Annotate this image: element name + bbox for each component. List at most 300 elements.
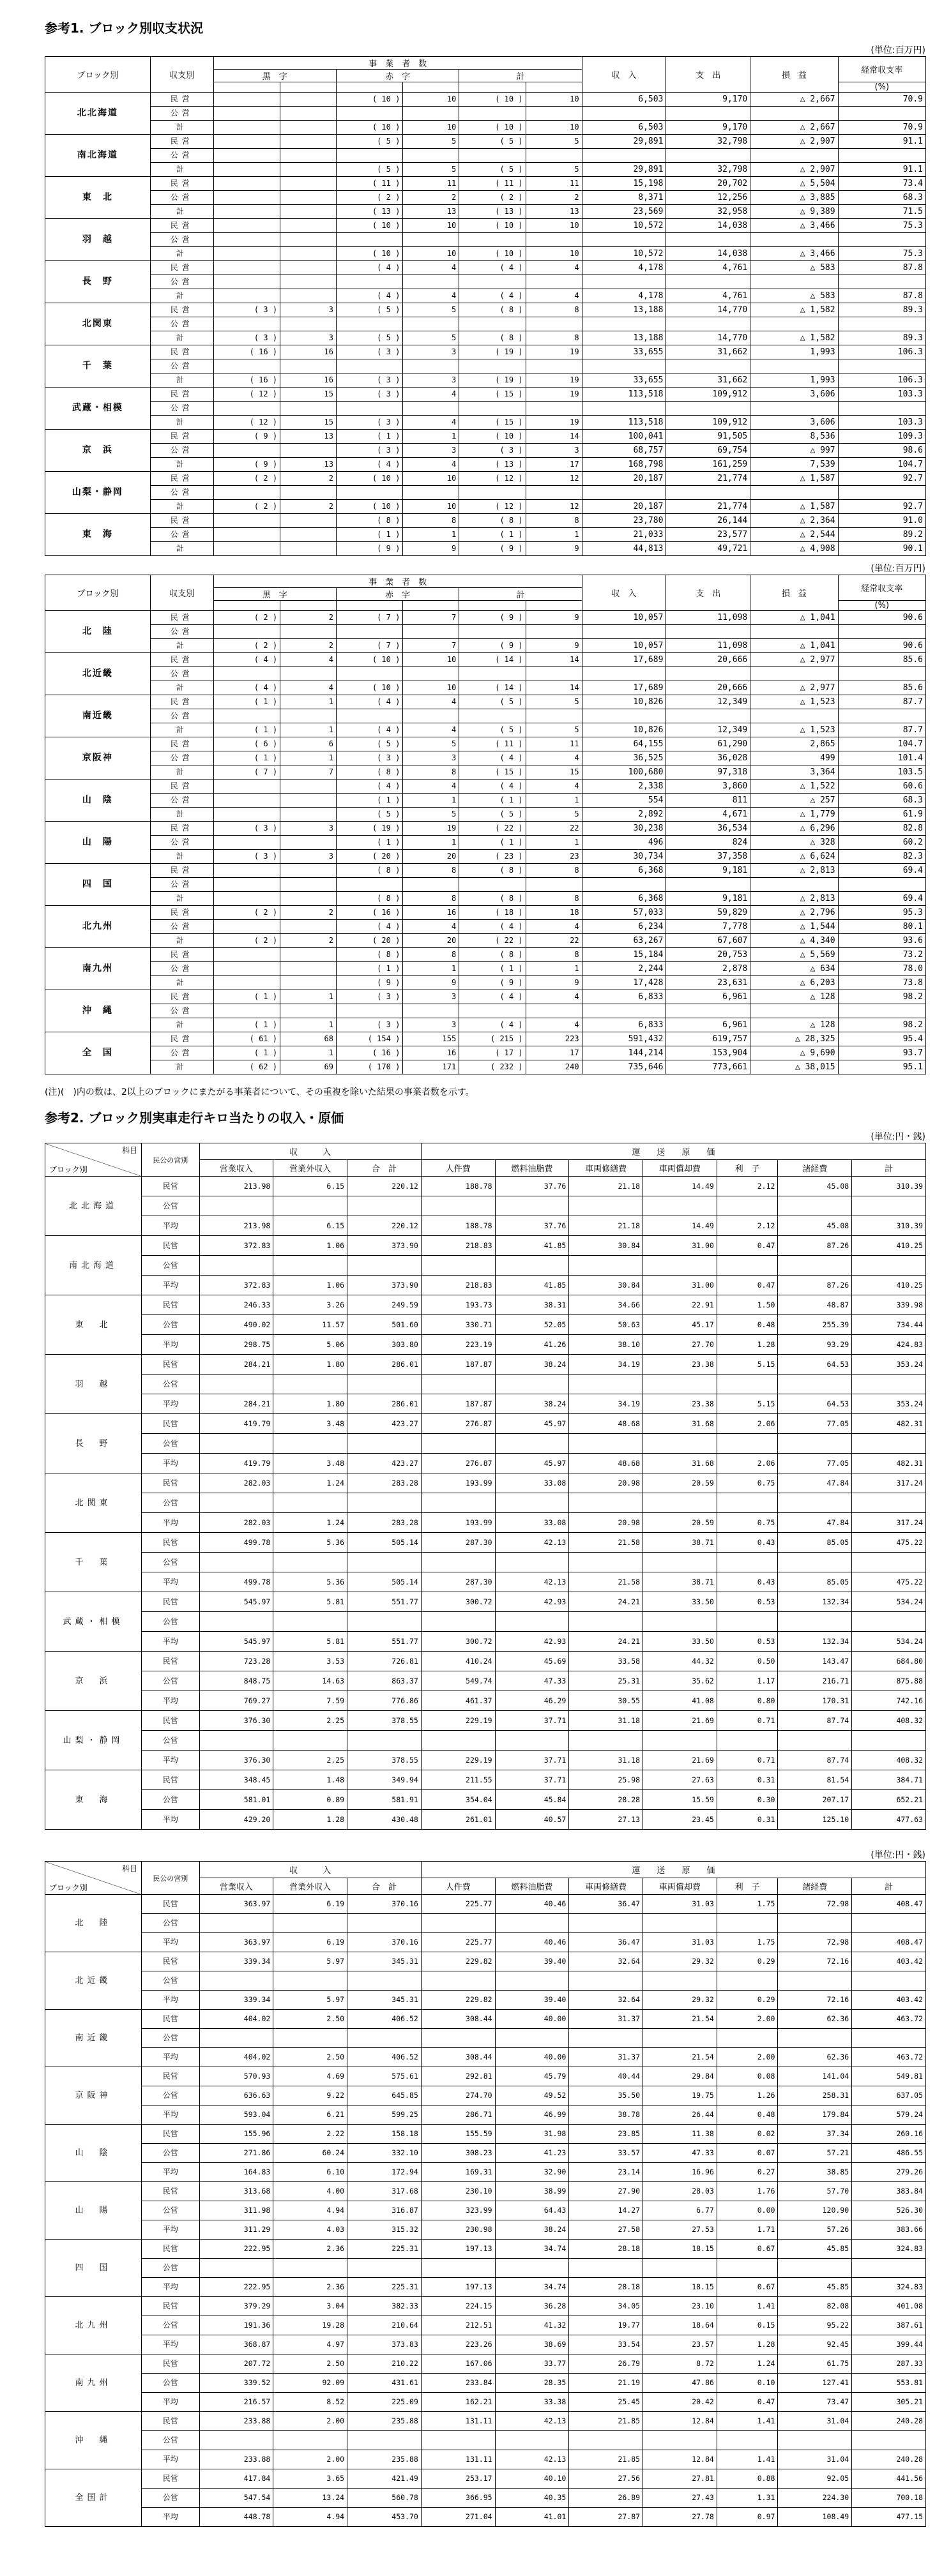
data-cell: 73.47: [778, 2393, 852, 2412]
data-cell: [569, 1971, 643, 1991]
data-cell: [280, 107, 337, 121]
data-cell: △ 3,466: [750, 247, 838, 261]
data-cell: 12.84: [643, 2412, 717, 2431]
data-cell: [582, 402, 666, 416]
data-cell: 5.81: [273, 1632, 347, 1652]
row-kind: 公営: [150, 359, 213, 373]
data-cell: ( 11 ): [336, 177, 402, 191]
row-kind: 民営: [150, 948, 213, 962]
data-cell: ( 5 ): [336, 303, 402, 317]
data-cell: 78.0: [838, 962, 925, 976]
data-cell: 49.52: [495, 2086, 569, 2105]
data-cell: 1,993: [750, 373, 838, 388]
data-cell: 33,655: [582, 345, 666, 359]
data-cell: 45.85: [778, 2278, 852, 2297]
data-cell: 155.59: [421, 2125, 495, 2144]
data-cell: ( 15 ): [459, 388, 526, 402]
table-row: [45, 948, 926, 962]
data-cell: 2: [280, 611, 337, 625]
data-cell: 11.38: [643, 2125, 717, 2144]
data-cell: 9,170: [666, 121, 750, 135]
data-cell: 87.26: [778, 1236, 852, 1256]
data-cell: 0.15: [717, 2316, 778, 2335]
row-kind: 民営: [141, 1414, 199, 1434]
data-cell: 5: [403, 135, 459, 149]
data-cell: [569, 2029, 643, 2048]
data-cell: 23,569: [582, 205, 666, 219]
data-cell: [336, 317, 402, 331]
data-cell: 21.54: [643, 2048, 717, 2067]
data-cell: 4: [403, 920, 459, 934]
data-cell: 13.24: [273, 2489, 347, 2508]
block-name: 山 陰: [45, 2125, 142, 2182]
data-cell: 47.84: [778, 1473, 852, 1493]
data-cell: ( 170 ): [336, 1060, 402, 1074]
data-cell: 5: [526, 723, 582, 737]
block-name: 京 浜: [45, 430, 151, 472]
data-cell: 410.24: [421, 1652, 495, 1671]
data-cell: 42.13: [495, 1572, 569, 1592]
data-cell: 3: [280, 303, 337, 317]
data-cell: 21.18: [569, 1216, 643, 1236]
data-cell: 34.74: [495, 2240, 569, 2259]
data-cell: 197.13: [421, 2240, 495, 2259]
table-row: [45, 345, 926, 359]
data-cell: [838, 402, 925, 416]
data-cell: [750, 709, 838, 723]
data-cell: 68,757: [582, 444, 666, 458]
data-cell: 6.19: [273, 1933, 347, 1952]
data-cell: 637.05: [852, 2086, 926, 2105]
data-cell: 10: [526, 219, 582, 233]
data-cell: △ 2,796: [750, 906, 838, 920]
row-kind: 公営: [141, 1971, 199, 1991]
table-row: [45, 2450, 926, 2469]
table-row: [45, 2469, 926, 2489]
data-cell: 1.76: [717, 2182, 778, 2201]
data-cell: 28.03: [643, 2182, 717, 2201]
data-cell: 188.78: [421, 1216, 495, 1236]
data-cell: [717, 1196, 778, 1216]
data-cell: [280, 261, 337, 275]
data-cell: ( 4 ): [336, 695, 402, 709]
row-kind: 民営: [141, 2412, 199, 2431]
data-cell: 3.26: [273, 1295, 347, 1315]
table-row: [45, 1652, 926, 1671]
data-cell: 220.12: [347, 1216, 422, 1236]
data-cell: 162.21: [421, 2393, 495, 2412]
data-cell: ( 10 ): [459, 247, 526, 261]
data-cell: ( 1 ): [459, 962, 526, 976]
row-kind: 計: [150, 121, 213, 135]
data-cell: 23: [526, 850, 582, 864]
data-cell: 21.18: [569, 1177, 643, 1196]
row-kind: 公営: [150, 1004, 213, 1018]
data-cell: 4: [526, 920, 582, 934]
data-cell: 90.1: [838, 542, 925, 556]
data-cell: 619,757: [666, 1032, 750, 1046]
data-cell: 31.00: [643, 1236, 717, 1256]
data-cell: [213, 275, 280, 289]
data-cell: 353.24: [852, 1355, 926, 1375]
data-cell: 283.28: [347, 1513, 422, 1533]
table-row: [45, 219, 926, 233]
table-row: [45, 472, 926, 486]
data-cell: 69: [280, 1060, 337, 1074]
data-cell: [750, 233, 838, 247]
data-cell: 73.4: [838, 177, 925, 191]
table-row: [45, 2508, 926, 2527]
data-cell: 410.25: [852, 1236, 926, 1256]
data-cell: [213, 205, 280, 219]
header-col: 諸経費: [778, 1878, 852, 1895]
table-row: [45, 2489, 926, 2508]
data-cell: [199, 1914, 273, 1933]
data-cell: 27.53: [643, 2220, 717, 2240]
data-cell: [280, 976, 337, 990]
header-red: 赤 字: [336, 588, 459, 601]
data-cell: 410.25: [852, 1276, 926, 1295]
data-cell: 1.31: [717, 2489, 778, 2508]
data-cell: 19: [526, 416, 582, 430]
data-cell: 317.24: [852, 1513, 926, 1533]
data-cell: 1: [280, 1046, 337, 1060]
row-kind: 民営: [141, 1652, 199, 1671]
table-row: [45, 121, 926, 135]
data-cell: 1: [526, 836, 582, 850]
data-cell: 82.8: [838, 822, 925, 836]
data-cell: 64,155: [582, 737, 666, 751]
data-cell: 363.97: [199, 1933, 273, 1952]
data-cell: [280, 808, 337, 822]
data-cell: ( 4 ): [336, 458, 402, 472]
data-cell: 69,754: [666, 444, 750, 458]
data-cell: ( 4 ): [336, 261, 402, 275]
data-cell: [213, 808, 280, 822]
table-row: [45, 1513, 926, 1533]
data-cell: 15: [280, 416, 337, 430]
data-cell: 0.53: [717, 1592, 778, 1612]
data-cell: 224.30: [778, 2489, 852, 2508]
block-name: 千 葉: [45, 1533, 142, 1592]
data-cell: 2.00: [717, 2010, 778, 2029]
data-cell: [280, 542, 337, 556]
data-cell: 31.68: [643, 1414, 717, 1434]
table-row: [45, 261, 926, 275]
data-cell: 776.86: [347, 1691, 422, 1711]
data-cell: ( 4 ): [459, 1018, 526, 1032]
row-kind: 計: [150, 934, 213, 948]
data-cell: ( 5 ): [459, 695, 526, 709]
block-name: 北九州: [45, 2297, 142, 2354]
data-cell: [421, 1971, 495, 1991]
data-cell: 25.31: [569, 1671, 643, 1691]
row-kind: 公営: [150, 402, 213, 416]
header-pct: (%): [838, 601, 925, 611]
data-cell: 6: [280, 737, 337, 751]
data-cell: 2.12: [717, 1177, 778, 1196]
data-cell: 475.22: [852, 1533, 926, 1553]
row-kind: 平均: [141, 2105, 199, 2125]
data-cell: [750, 402, 838, 416]
table-row: [45, 780, 926, 794]
data-cell: 14.49: [643, 1216, 717, 1236]
data-cell: 10,826: [582, 695, 666, 709]
data-cell: 332.10: [347, 2144, 422, 2163]
data-cell: 378.55: [347, 1711, 422, 1731]
data-cell: ( 3 ): [213, 303, 280, 317]
data-cell: [459, 486, 526, 500]
table-row: [45, 681, 926, 695]
data-cell: [750, 149, 838, 163]
data-cell: △ 1,041: [750, 639, 838, 653]
data-cell: 505.14: [347, 1572, 422, 1592]
data-cell: ( 4 ): [459, 289, 526, 303]
block-name: 山 陽: [45, 822, 151, 864]
data-cell: 554: [582, 794, 666, 808]
data-cell: ( 22 ): [459, 934, 526, 948]
data-cell: 382.33: [347, 2297, 422, 2316]
data-cell: ( 3 ): [336, 751, 402, 765]
data-cell: 0.75: [717, 1473, 778, 1493]
block-name: 北関東: [45, 303, 151, 345]
data-cell: 5: [526, 808, 582, 822]
data-cell: 100,680: [582, 765, 666, 780]
data-cell: [336, 275, 402, 289]
data-cell: ( 4 ): [336, 289, 402, 303]
data-cell: ( 12 ): [213, 388, 280, 402]
data-cell: ( 5 ): [336, 331, 402, 345]
data-cell: 723.28: [199, 1652, 273, 1671]
data-cell: [643, 2259, 717, 2278]
data-cell: 13: [280, 458, 337, 472]
header-col: 計: [852, 1160, 926, 1177]
data-cell: 168,798: [582, 458, 666, 472]
data-cell: 1.71: [717, 2220, 778, 2240]
data-cell: △ 2,907: [750, 135, 838, 149]
data-cell: 37.71: [495, 1711, 569, 1731]
data-cell: 1: [280, 695, 337, 709]
table-row: [45, 822, 926, 836]
data-cell: [421, 2431, 495, 2450]
data-cell: [666, 709, 750, 723]
data-cell: 30.84: [569, 1236, 643, 1256]
data-cell: [280, 528, 337, 542]
data-cell: 14,038: [666, 247, 750, 261]
data-cell: 408.47: [852, 1933, 926, 1952]
row-kind: 計: [150, 681, 213, 695]
data-cell: 310.39: [852, 1177, 926, 1196]
data-cell: [421, 1553, 495, 1572]
data-cell: 197.13: [421, 2278, 495, 2297]
data-cell: 44.32: [643, 1652, 717, 1671]
table-row: [45, 1671, 926, 1691]
table-row: [45, 1295, 926, 1315]
data-cell: ( 8 ): [459, 303, 526, 317]
data-cell: ( 1 ): [336, 528, 402, 542]
data-cell: [582, 486, 666, 500]
data-cell: 36.28: [495, 2297, 569, 2316]
data-cell: △ 583: [750, 289, 838, 303]
table-row: [45, 331, 926, 345]
table-row: [45, 1196, 926, 1216]
data-cell: [459, 667, 526, 681]
data-cell: 366.95: [421, 2489, 495, 2508]
row-kind: 平均: [141, 1335, 199, 1355]
data-cell: 4: [403, 416, 459, 430]
data-cell: 222.95: [199, 2240, 273, 2259]
data-cell: ( 22 ): [459, 822, 526, 836]
header-col: 営業外収入: [273, 1160, 347, 1177]
data-cell: 824: [666, 836, 750, 850]
data-cell: 30.55: [569, 1691, 643, 1711]
data-cell: 271.04: [421, 2508, 495, 2527]
data-cell: 21.69: [643, 1711, 717, 1731]
data-cell: 1,993: [750, 345, 838, 359]
data-cell: 40.44: [569, 2067, 643, 2086]
data-cell: [347, 1612, 422, 1632]
data-cell: 172.94: [347, 2163, 422, 2182]
header-col: 人件費: [421, 1160, 495, 1177]
data-cell: 18.15: [643, 2240, 717, 2259]
data-cell: 85.6: [838, 681, 925, 695]
table-row: [45, 990, 926, 1004]
data-cell: 10: [403, 247, 459, 261]
block-name: 東 北: [45, 177, 151, 219]
data-cell: 38.85: [778, 2163, 852, 2182]
data-cell: 2.25: [273, 1711, 347, 1731]
table-row: [45, 1770, 926, 1790]
data-cell: [852, 2431, 926, 2450]
data-cell: ( 10 ): [336, 219, 402, 233]
data-cell: 20,666: [666, 681, 750, 695]
data-cell: ( 62 ): [213, 1060, 280, 1074]
row-kind: 公営: [141, 2144, 199, 2163]
data-cell: 21.85: [569, 2412, 643, 2431]
data-cell: 4.69: [273, 2067, 347, 2086]
data-cell: 92.45: [778, 2335, 852, 2354]
row-kind: 計: [150, 850, 213, 864]
data-cell: [778, 2029, 852, 2048]
header-corner: [45, 1143, 142, 1177]
data-cell: ( 1 ): [213, 751, 280, 765]
data-cell: 551.77: [347, 1632, 422, 1652]
data-cell: 13,188: [582, 331, 666, 345]
data-cell: ( 2 ): [459, 191, 526, 205]
data-cell: 8: [403, 514, 459, 528]
data-cell: ( 10 ): [459, 93, 526, 107]
data-cell: 92.7: [838, 472, 925, 486]
data-cell: 10: [403, 93, 459, 107]
header-income: 収 入: [582, 57, 666, 93]
data-cell: 5: [526, 135, 582, 149]
data-cell: 30,734: [582, 850, 666, 864]
row-kind: 公営: [141, 1671, 199, 1691]
data-cell: [569, 1196, 643, 1216]
data-cell: [643, 1612, 717, 1632]
data-cell: [213, 163, 280, 177]
data-cell: 104.7: [838, 458, 925, 472]
row-kind: 民営: [141, 1895, 199, 1914]
table-row: [45, 135, 926, 149]
data-cell: 95.3: [838, 906, 925, 920]
data-cell: 4,761: [666, 261, 750, 275]
table-row: [45, 2201, 926, 2220]
data-cell: 89.3: [838, 303, 925, 317]
data-cell: ( 4 ): [459, 261, 526, 275]
data-cell: ( 5 ): [459, 723, 526, 737]
data-cell: [280, 191, 337, 205]
data-cell: [459, 625, 526, 639]
data-cell: 68: [280, 1032, 337, 1046]
data-cell: 3: [403, 990, 459, 1004]
data-cell: 169.31: [421, 2163, 495, 2182]
table-row: [45, 709, 926, 723]
header-profit: 損 益: [750, 575, 838, 611]
data-cell: △ 997: [750, 444, 838, 458]
data-cell: [838, 317, 925, 331]
row-kind: 計: [150, 765, 213, 780]
data-cell: 3: [526, 444, 582, 458]
data-cell: [526, 359, 582, 373]
data-cell: 14: [526, 653, 582, 667]
table-row: [45, 2354, 926, 2374]
data-cell: 282.03: [199, 1513, 273, 1533]
data-cell: [778, 1196, 852, 1216]
table-row: [45, 191, 926, 205]
data-cell: 303.80: [347, 1335, 422, 1355]
data-cell: 37.71: [495, 1770, 569, 1790]
data-cell: [213, 976, 280, 990]
data-cell: 14.63: [273, 1671, 347, 1691]
data-cell: [280, 275, 337, 289]
data-cell: 0.67: [717, 2278, 778, 2297]
data-cell: 6.21: [273, 2105, 347, 2125]
data-cell: [421, 1375, 495, 1394]
data-cell: 28.18: [569, 2240, 643, 2259]
header-operator-count: 事 業 者 数: [213, 57, 582, 70]
data-cell: 211.55: [421, 1770, 495, 1790]
data-cell: [273, 1612, 347, 1632]
data-cell: 22: [526, 822, 582, 836]
data-cell: [273, 1493, 347, 1513]
table-row: [45, 1236, 926, 1256]
row-kind: 計: [150, 542, 213, 556]
table-row: [45, 317, 926, 331]
row-kind: 平均: [141, 2393, 199, 2412]
header-block: ブロック別: [45, 57, 151, 93]
data-cell: [280, 219, 337, 233]
data-cell: 16: [403, 906, 459, 920]
data-cell: 8: [526, 948, 582, 962]
data-cell: 2.12: [717, 1216, 778, 1236]
data-cell: 8: [526, 303, 582, 317]
table-row: [45, 1632, 926, 1652]
data-cell: [838, 709, 925, 723]
data-cell: [213, 892, 280, 906]
data-cell: 213.98: [199, 1177, 273, 1196]
block-name: 南北海道: [45, 1236, 142, 1295]
table-row: [45, 1394, 926, 1414]
data-cell: 2: [280, 934, 337, 948]
data-cell: 20: [403, 850, 459, 864]
data-cell: 41.85: [495, 1276, 569, 1295]
data-cell: 1: [526, 794, 582, 808]
data-cell: 0.80: [717, 1691, 778, 1711]
data-cell: [213, 528, 280, 542]
data-cell: 59,829: [666, 906, 750, 920]
data-cell: △ 6,296: [750, 822, 838, 836]
